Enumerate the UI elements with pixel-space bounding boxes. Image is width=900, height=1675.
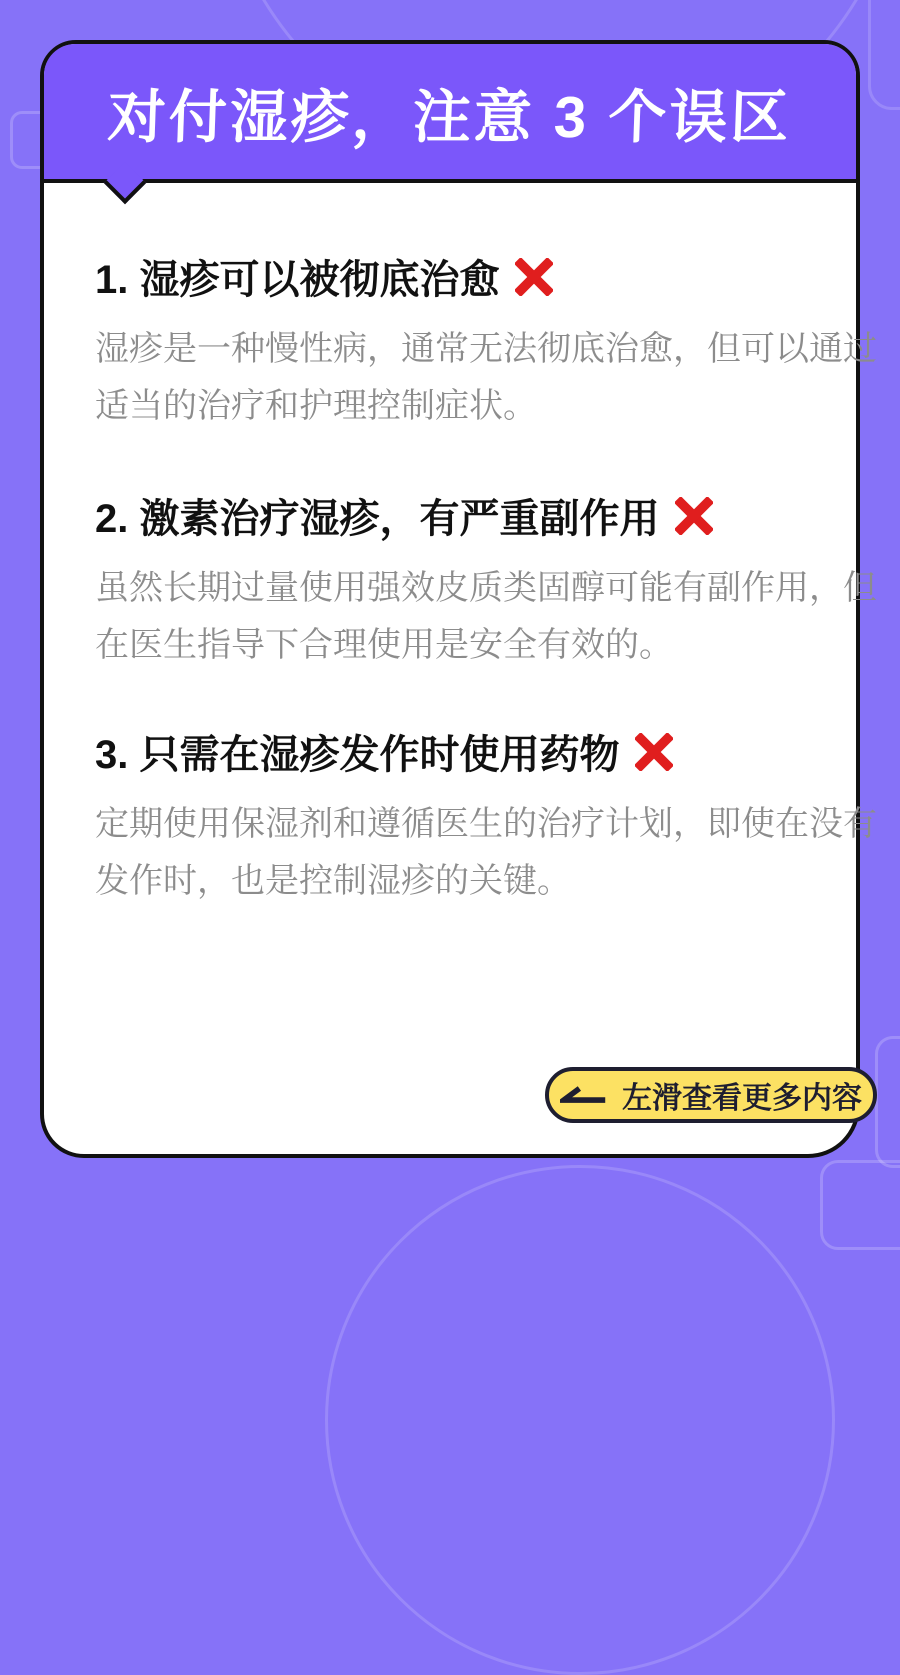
myth-heading-text: 2. 激素治疗湿疹，有严重副作用 [95,497,660,541]
speech-bubble-notch [104,162,146,204]
red-cross-icon [515,258,553,296]
myth-body-line: 发作时，也是控制湿疹的关键。 [95,862,571,900]
myth-heading [95,248,816,305]
myth-body-line: 定期使用保湿剂和遵循医生的治疗计划，即使在没有 [95,805,877,843]
myth-body [95,796,877,910]
swipe-left-arrow-icon [560,1084,608,1106]
background-decor-rounded-rect [868,0,900,110]
background-decor-circle [325,1165,835,1675]
myth-heading-text: 1. 湿疹可以被彻底治愈 [95,258,500,302]
myth-body [95,560,877,674]
myth-body-line: 湿疹是一种慢性病，通常无法彻底治愈，但可以通过 [95,330,877,368]
myth-section-1 [95,248,877,435]
myth-section-2 [95,487,877,674]
swipe-more-button[interactable] [545,1067,877,1123]
myth-heading [95,723,816,780]
myth-body-line: 适当的治疗和护理控制症状。 [95,387,537,425]
red-cross-icon [675,497,713,535]
myth-heading [95,487,816,544]
content-card [40,40,877,1158]
page-title: 对付湿疹，注意 3 个误区 [106,84,793,150]
myth-body-line: 虽然长期过量使用强效皮质类固醇可能有副作用，但 [95,569,877,607]
swipe-more-label: 左滑查看更多内容 [622,1082,862,1115]
background-decor-rounded-rect [875,1036,900,1168]
myth-heading-text: 3. 只需在湿疹发作时使用药物 [95,733,620,777]
red-cross-icon [635,733,673,771]
myth-body [95,321,877,435]
background-decor-rounded-rect [820,1160,900,1250]
card-header [44,44,856,183]
myth-body-line: 在医生指导下合理使用是安全有效的。 [95,626,673,664]
myth-section-3 [95,723,877,910]
